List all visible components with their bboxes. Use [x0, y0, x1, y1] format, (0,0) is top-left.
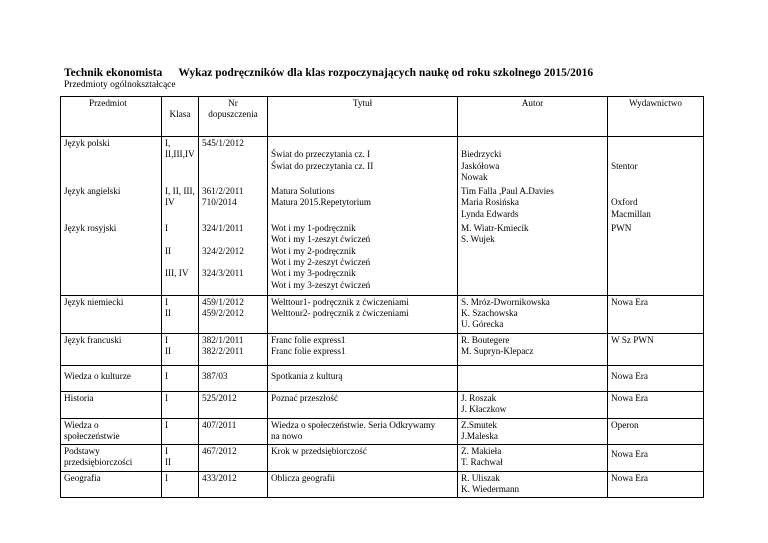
title-cell: Spotkania z kulturą: [268, 365, 458, 391]
table-row: [61, 333, 704, 365]
publisher-cell: Operon: [608, 418, 704, 445]
publisher-cell: Nowa Era: [608, 471, 704, 498]
author-cell: Z.Smutek J.Maleska: [458, 418, 608, 445]
publisher-cell: Oxford Macmillan: [608, 185, 704, 222]
textbook-table: [60, 96, 704, 498]
publisher-cell: Nowa Era: [608, 295, 704, 333]
author-cell: Tim Falla ,Paul A.Davies Maria Rosińska Lynda Edwards: [458, 185, 608, 222]
publisher-cell: Nowa Era: [608, 365, 704, 391]
author-cell: R. Uliszak K. Wiedermann: [458, 471, 608, 498]
table-row: [61, 391, 704, 418]
table-row: [61, 445, 704, 472]
subject-cell: Geografia: [61, 471, 162, 498]
class-cell: I II III, IV: [162, 222, 199, 295]
column-header-author: Autor: [458, 97, 608, 137]
author-cell: [458, 365, 608, 391]
table-row: [61, 295, 704, 333]
number-cell: 407/2011: [199, 418, 268, 445]
table-row: [61, 418, 704, 445]
class-cell: I II: [162, 295, 199, 333]
document-subtitle: Przedmioty ogólnokształcące: [64, 80, 176, 90]
subject-cell: Wiedza o kulturze: [61, 365, 162, 391]
title-cell: Welttour1- podręcznik z ćwiczeniami Welttour2- podręcznik z ćwiczeniami: [268, 295, 458, 333]
number-cell: 361/2/2011 710/2014: [199, 185, 268, 222]
author-cell: Biedrzycki Jaskółowa Nowak: [458, 137, 608, 186]
publisher-cell: Nowa Era: [608, 445, 704, 472]
title-cell: Franc folie express1 Franc folie express1: [268, 333, 458, 365]
table-header-row: [61, 97, 704, 137]
document-title: Wykaz podręczników dla klas rozpoczynających naukę od roku szkolnego 2015/2016: [178, 67, 594, 79]
publisher-cell: PWN: [608, 222, 704, 295]
publisher-cell: W Sz PWN: [608, 333, 704, 365]
title-cell: Świat do przeczytania cz. I Świat do przeczytania cz. II: [268, 137, 458, 186]
table-row: [61, 365, 704, 391]
author-cell: Z. Makieła T. Rachwał: [458, 445, 608, 472]
column-header-class: Klasa: [162, 97, 199, 137]
subject-cell: Język angielski: [61, 185, 162, 222]
class-cell: I, II, III, IV: [162, 185, 199, 222]
title-cell: Wiedza o społeczeństwie. Seria Odkrywamy na nowo: [268, 418, 458, 445]
class-cell: I: [162, 365, 199, 391]
title-cell: Matura Solutions Matura 2015.Repetytorium: [268, 185, 458, 222]
author-cell: M. Wiatr-Kmiecik S. Wujek: [458, 222, 608, 295]
subject-cell: Wiedza o społeczeństwie: [61, 418, 162, 445]
column-header-number: Nr dopuszczenia: [199, 97, 268, 137]
table-row: [61, 137, 704, 186]
table-row: [61, 185, 704, 222]
class-cell: I: [162, 391, 199, 418]
title-cell: Poznać przeszłość: [268, 391, 458, 418]
publisher-cell: Nowa Era: [608, 391, 704, 418]
number-cell: 433/2012: [199, 471, 268, 498]
table-row: [61, 222, 704, 295]
profession-label: Technik ekonomista: [64, 67, 163, 79]
subject-cell: Język niemiecki: [61, 295, 162, 333]
subject-cell: Język polski: [61, 137, 162, 186]
subject-cell: Język francuski: [61, 333, 162, 365]
title-cell: Oblicza geografii: [268, 471, 458, 498]
class-cell: I, II,III,IV: [162, 137, 199, 186]
author-cell: R. Boutegere M. Supryn-Klepacz: [458, 333, 608, 365]
author-cell: S. Mróz-Dwornikowska K. Szachowska U. Górecka: [458, 295, 608, 333]
subject-cell: Język rosyjski: [61, 222, 162, 295]
publisher-cell: Stentor: [608, 137, 704, 186]
subject-cell: Historia: [61, 391, 162, 418]
number-cell: 324/1/2011 324/2/2012 324/3/2011: [199, 222, 268, 295]
column-header-subject: Przedmiot: [61, 97, 162, 137]
author-cell: J. Roszak J. Kłaczkow: [458, 391, 608, 418]
number-cell: 382/1/2011 382/2/2011: [199, 333, 268, 365]
column-header-publisher: Wydawnictwo: [608, 97, 704, 137]
class-cell: I II: [162, 445, 199, 472]
class-cell: I II: [162, 333, 199, 365]
number-cell: 525/2012: [199, 391, 268, 418]
number-cell: 387/03: [199, 365, 268, 391]
column-header-title: Tytuł: [268, 97, 458, 137]
number-cell: 459/1/2012 459/2/2012: [199, 295, 268, 333]
title-cell: Krok w przedsiębiorczość: [268, 445, 458, 472]
document-header: [64, 67, 593, 79]
number-cell: 545/1/2012: [199, 137, 268, 186]
class-cell: I: [162, 418, 199, 445]
table-row: [61, 471, 704, 498]
number-cell: 467/2012: [199, 445, 268, 472]
class-cell: I: [162, 471, 199, 498]
subject-cell: Podstawy przedsiębiorczości: [61, 445, 162, 472]
title-cell: Wot i my 1-podręcznik Wot i my 1-zeszyt ćwiczeń Wot i my 2-podręcznik Wot i my 2-zeszyt ćwiczeń Wot i my 3-podręcznik Wot i my 3-zeszyt ćwiczeń: [268, 222, 458, 295]
